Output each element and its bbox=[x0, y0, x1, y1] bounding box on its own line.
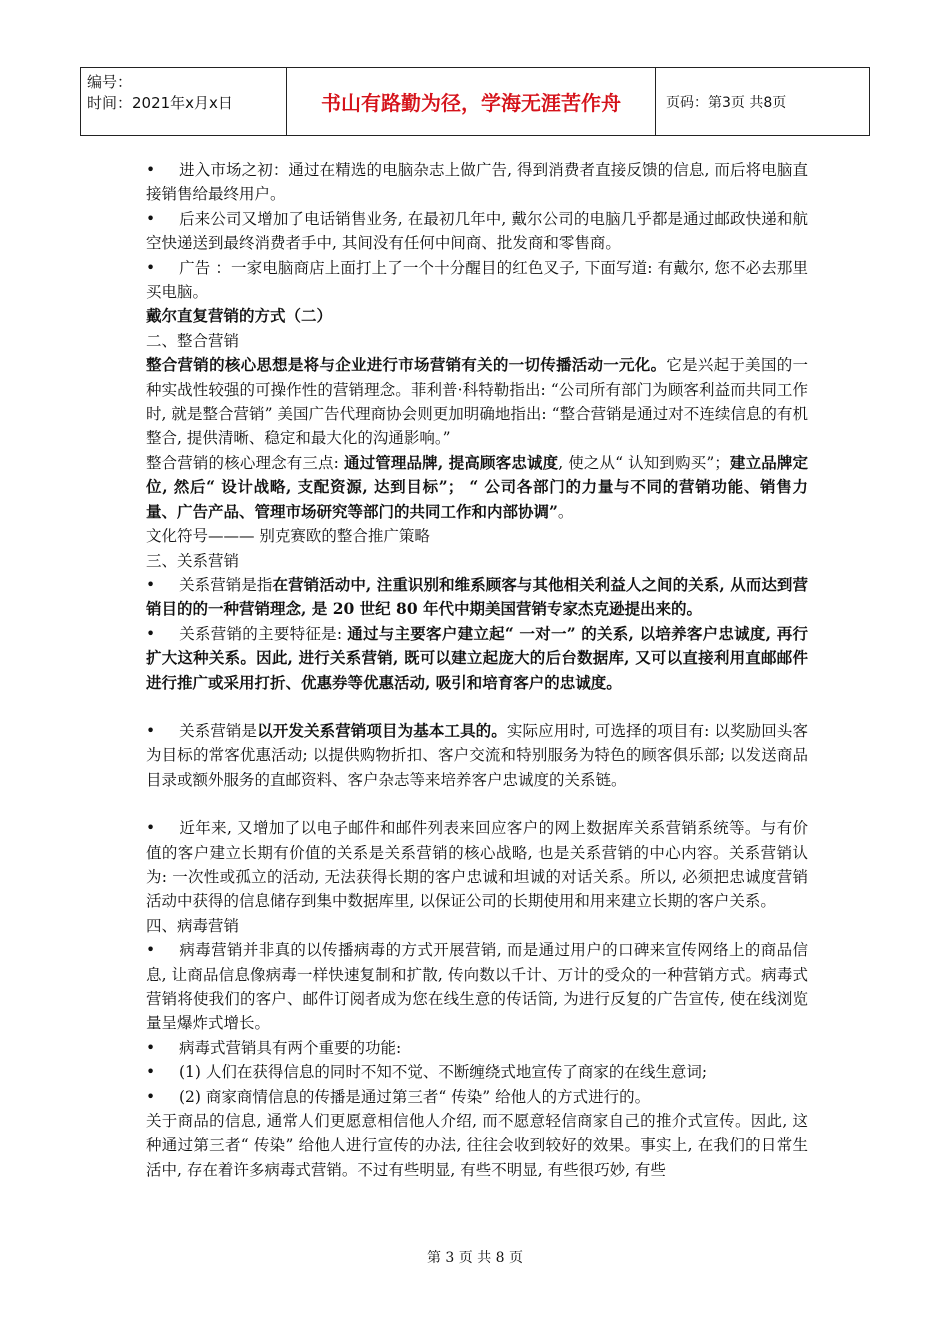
paragraph bbox=[146, 304, 808, 328]
bullet-paragraph bbox=[146, 256, 808, 305]
number-label: 编号： bbox=[87, 73, 133, 91]
text: 它是兴起于美国的一种实战性较强的可操作性的营销理念。菲利普·科特勒指出: “公司所有部门为顾客利益而共同工作时, 就是整合营销” 美国广告代理商协会则更加明确地指出: “整合营销是通过对不连续信息的有机整合, 提供清晰、稳定和最大化的沟通影响。” bbox=[146, 356, 808, 448]
text: , 使之从“ 认知到购买”； bbox=[558, 453, 730, 472]
bullet-paragraph bbox=[146, 207, 808, 256]
bullet-paragraph bbox=[146, 1085, 808, 1109]
bullet-paragraph bbox=[146, 1036, 808, 1060]
text: 近年来, 又增加了以电子邮件和邮件列表来回应客户的网上数据库关系营销系统等。与有价值的客户建立长期有价值的关系是关系营销的核心战略, 也是关系营销的中心内容。关系营销认为: 一次性或孤立的活动, 无法获得长期的客户忠诚和坦诚的对话关系。所以, 必须把忠诚度营销活动中获得的信息储存到集中数据库里, 以保证公司的长期使用和用来建立长期的客户关系。 bbox=[146, 819, 808, 911]
text: 三、关系营销 bbox=[146, 551, 240, 570]
paragraph bbox=[146, 1109, 808, 1182]
paragraph bbox=[146, 451, 808, 524]
bullet-paragraph bbox=[146, 719, 808, 792]
bold-text: 通过管理品牌, 提高顾客忠诚度 bbox=[343, 452, 559, 472]
bullet-paragraph bbox=[146, 938, 808, 1036]
bold-text: 以开发关系营销项目为基本工具的。 bbox=[257, 720, 507, 740]
text: 四、病毒营销 bbox=[146, 916, 240, 935]
text: 关系营销是 bbox=[179, 721, 258, 740]
header-table bbox=[80, 67, 870, 136]
bold-text: 戴尔直复营销的方式（二） bbox=[146, 306, 333, 326]
blank-line bbox=[146, 792, 808, 816]
paragraph bbox=[146, 549, 808, 573]
text: 进入市场之初：通过在精选的电脑杂志上做广告, 得到消费者直接反馈的信息, 而后将电脑直接销售给最终用户。 bbox=[146, 161, 808, 204]
bold-text: 整合营销的核心思想是将与企业进行市场营销有关的一切传播活动一元化。 bbox=[146, 355, 667, 375]
bullet-paragraph bbox=[146, 573, 808, 622]
text: 广告 ：一家电脑商店上面打上了一个十分醒目的红色叉子, 下面写道: 有戴尔, 您不必去那里买电脑。 bbox=[146, 258, 808, 302]
paragraph bbox=[146, 353, 808, 451]
text: 病毒营销并非真的以传播病毒的方式开展营销, 而是通过用户的口碑来宣传网络上的商品信息, 让商品信息像病毒一样快速复制和扩散, 传向数以千计、万计的受众的一种营销方式。病毒式营销将使我们的客户、邮件订阅者成为您在线生意的传话筒, 为进行反复的广告宣传, 使在线浏览量呈爆炸式增长。 bbox=[146, 941, 808, 1033]
text: (1) 人们在获得信息的同时不知不觉、不断缠绕式地宣传了商家的在线生意词; bbox=[179, 1063, 708, 1082]
bullet-paragraph bbox=[146, 1060, 808, 1084]
paragraph bbox=[146, 524, 808, 548]
text: 关系营销是指 bbox=[179, 575, 273, 594]
text: 文化符号——— 别克赛欧的整合推广策略 bbox=[146, 527, 430, 546]
header-motto: 书山有路勤为径，学海无涯苦作舟 bbox=[287, 68, 656, 135]
bullet-paragraph bbox=[146, 816, 808, 914]
text: 二、整合营销 bbox=[146, 331, 240, 350]
bold-text: 在营销活动中, 注重识别和维系顾客与其他相关利益人之间的关系, 从而达到营销目的的一种营销理念, 是 20 世纪 80 年代中期美国营销专家杰克逊提出来的。 bbox=[146, 574, 808, 619]
document-body bbox=[146, 158, 808, 1182]
text: 关于商品的信息, 通常人们更愿意相信他人介绍, 而不愿意轻信商家自己的推介式宣传。因此, 这种通过第三者“ 传染” 给他人进行宣传的办法, 往往会收到较好的效果。事实上, 在我们的日常生活中, 存在着许多病毒式营销。不过有些明显, 有些不明显, 有些很巧妙, 有些 bbox=[146, 1112, 808, 1179]
bullet-paragraph bbox=[146, 622, 808, 695]
page-footer: 第 3 页 共 8 页 bbox=[426, 1250, 524, 1266]
text: 后来公司又增加了电话销售业务, 在最初几年中, 戴尔公司的电脑几乎都是通过邮政快递和航空快递送到最终消费者手中, 其间没有任何中间商、批发商和零售商。 bbox=[146, 209, 808, 253]
text: 整合营销的核心理念有三点: bbox=[146, 453, 344, 472]
header-page-label: 页码：第3页 共8页 bbox=[666, 94, 787, 111]
header-meta bbox=[81, 68, 287, 135]
paragraph bbox=[146, 329, 808, 353]
text: 病毒式营销具有两个重要的功能: bbox=[179, 1038, 402, 1057]
bold-text: 通过与主要客户建立起“ 一对一” 的关系, 以培养客户忠诚度, 再行扩大这种关系。因此, 进行关系营销, 既可以建立起庞大的后台数据库, 又可以直接利用直邮邮件进行推广或采用打折、优惠券等优惠活动, 吸引和培育客户的忠诚度。 bbox=[146, 623, 808, 692]
text: (2) 商家商情信息的传播是通过第三者“ 传染” 给他人的方式进行的。 bbox=[179, 1087, 651, 1106]
paragraph bbox=[146, 914, 808, 938]
text: 关系营销的主要特征是: bbox=[179, 624, 348, 643]
bullet-paragraph bbox=[146, 158, 808, 207]
text: 实际应用时, 可选择的项目有: 以奖励回头客为目标的常客优惠活动; 以提供购物折扣、客户交流和特别服务为特色的顾客俱乐部; 以发送商品目录或额外服务的直邮资料、客户杂志等来培养客户忠诚度的关系链。 bbox=[146, 721, 808, 789]
time-label: 时间：2021年x月x日 bbox=[87, 94, 233, 112]
bold-text: 建立品牌定位, 然后“ 设计战略, 支配资源, 达到目标”； “ 公司各部门的力量与不同的营销功能、销售力量、广告产品、管理市场研究等部门的共同工作和内部协调” bbox=[146, 452, 808, 521]
text: 。 bbox=[557, 502, 574, 521]
blank-line bbox=[146, 695, 808, 719]
